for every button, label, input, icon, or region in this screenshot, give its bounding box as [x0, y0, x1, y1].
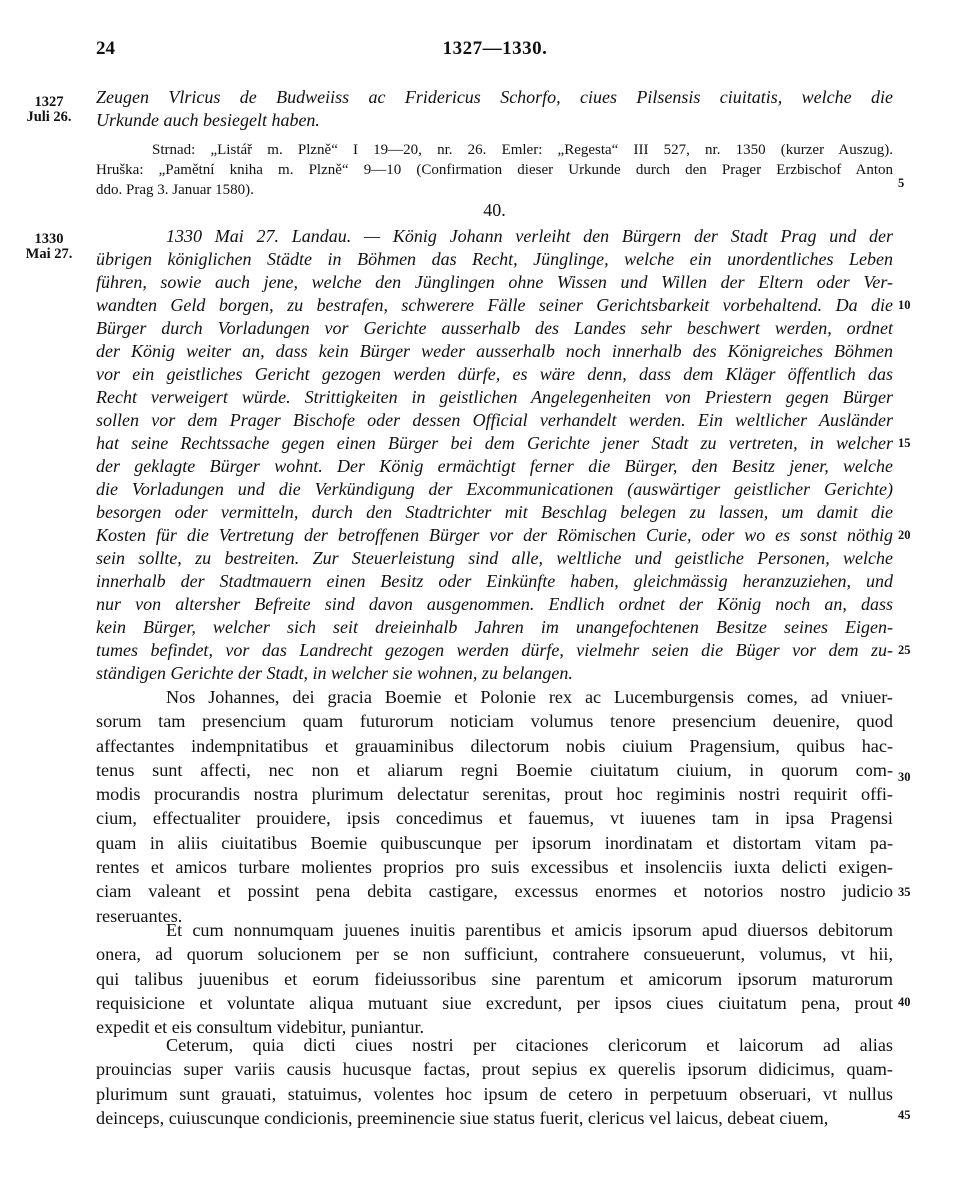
witnesses-paragraph: Zeugen Vlricus de Budweiiss ac Fridericus Schorfo, ciues Pilsensis ciuitatis, welche die Urkunde auch besiegelt haben. [96, 87, 893, 130]
text-line: qui talibus juuenibus et eorum fideiussoribus sine parentum et amicorum ipsorum maturorum [96, 968, 893, 989]
document-number: 40. [483, 200, 506, 220]
text-line: cium, effectualiter prouidere, ipsis concedimus et fauemus, vt iuuenes tam in ipsa Pragensi [96, 808, 893, 829]
text-line: hat seine Rechtssache gegen einen Bürger bei dem Gerichte jener Stadt zu vertreten, in welcher [96, 433, 893, 453]
page-header [96, 38, 894, 64]
text-line: tenus sunt affecti, nec non et aliarum regni Boemie ciuitatum ciuium, in quorum com- [96, 759, 893, 780]
text-line: Bürger durch Vorladungen vor Gerichte ausserhalb des Landes sehr beschwert werden, ordnet [96, 318, 893, 338]
text-line: plurimum sunt grauati, statuimus, volentes hoc ipsum de cetero in perpetuum obseruari, vt nullus [96, 1083, 893, 1104]
text-line: Ceterum, quia dicti ciues nostri per citaciones clericorum et laicorum ad alias [166, 1035, 893, 1055]
line-number: 35 [898, 885, 911, 899]
text-line: prouincias super variis causis hucusque factas, prout sepius ex querelis ipsorum didicimus, quam- [96, 1059, 893, 1080]
text-line: die Vorladungen und die Verkündigung der Excommunicationen (auswärtiger geistlicher Gerichte) [96, 479, 893, 499]
text-line: tumes befindet, vor das Landrecht gezogen werden dürfe, vielmehr seien die Büger vor dem zu- [96, 640, 893, 660]
text-line: Recht verweigert würde. Strittigkeiten in geistlichen Angelegenheiten von Priestern gegen Bürger [96, 387, 893, 407]
margin-date-1330: 1330 Mai 27. [25, 231, 73, 262]
text-line: vor ein geistliches Gericht gezogen werden dürfe, es wäre denn, dass dem Kläger öffentlich das [96, 364, 893, 384]
latin-paragraph-2 [96, 918, 893, 1039]
text-line: übrigen königlichen Städte in Böhmen das Recht, Jünglinge, welche ein unordentliches Leben [96, 249, 893, 269]
text-line: expedit et eis consultum videbitur, puniantur. [96, 1017, 425, 1038]
references-paragraph: Strnad: „Listář m. Plzně“ I 19—20, nr. 26. Emler: „Regesta“ III 527, nr. 1350 (kurzer Auszug). Hruška: „Pamětní kniha m. Plzně“ 9—10 (Confirmation dieser Urkunde durch den Prager Erzbischof Anton ddo. Prag 3. Januar 1580). [96, 142, 893, 198]
line-number: 5 [898, 176, 905, 190]
line-number: 20 [898, 528, 911, 542]
text-line: onera, ad quorum solucionem per se non sufficiunt, contrahere consueuerunt, volumus, vt hii, [96, 944, 893, 965]
text-line: wandten Geld borgen, zu bestrafen, schwerere Fälle seiner Gerichtsbarkeit vorbehaltend. Da die [96, 295, 893, 315]
line-number: 30 [898, 770, 911, 784]
text-line: innerhalb der Stadtmauern einen Besitz oder Einkünfte haben, gleichmässig heranzuziehen, und [96, 571, 893, 591]
text-line: Nos Johannes, dei gracia Boemie et Polonie rex ac Lucemburgensis comes, ad vniuer- [166, 687, 893, 707]
page-number: 24 [96, 38, 115, 59]
text-line: Kosten für die Vertretung der betroffenen Bürger vor der Römischen Curie, oder wo es sonst nöthig [96, 525, 893, 545]
header-years: 1327—1330. [442, 38, 548, 59]
line-number: 15 [898, 436, 911, 450]
text-line: rentes et amicos turbare molientes proprios pro suis excessibus et insolenciis iuxta delicti exigen- [96, 857, 893, 878]
text-line: requisicione et voluntate aliqua mutuant siue excredunt, per ipsos ciues ciuitatum pena, prout [96, 992, 893, 1013]
regest-summary [96, 225, 893, 685]
latin-paragraph-3 [96, 1033, 893, 1130]
text-line: nur von altersher Befreite sind davon ausgenommen. Endlich ordnet der König noch an, dass [96, 594, 893, 614]
text-line: kein Bürger, welcher sich seit dreieinhalb Jahren im unangefochtenen Besitze seines Eigen- [96, 617, 893, 637]
text-line: reseruantes. [96, 905, 183, 926]
margin-date-1327: 1327 Juli 26. [26, 94, 72, 125]
text-line: sollen vor dem Prager Bischofe oder dessen Official verhandelt werden. Ein weltlicher Ausländer [96, 410, 893, 430]
text-line: besorgen oder vermitteln, durch den Stadtrichter mit Beschlag belegen zu lassen, um damit die [96, 502, 893, 522]
text-line: der König weiter an, dass kein Bürger weder ausserhalb noch innerhalb des Königreiches Böhmen [96, 341, 893, 361]
text-line: führen, sowie auch jene, welche den Jünglingen ohne Wissen und Willen der Eltern oder Ver- [96, 272, 893, 292]
text-line: quam in aliis ciuitatibus Boemie quibuscunque per ipsorum inordinatam et distortam vitam pa- [96, 832, 893, 853]
text-line: ciam valeant et possint pena debita castigare, excessus enormes et notorios nostro judicio [96, 881, 893, 902]
text-line: Et cum nonnumquam juuenes inuitis parentibus et amicis ipsorum apud diuersos debitorum [166, 920, 893, 940]
line-number: 25 [898, 643, 911, 657]
text-line: 1330 Mai 27. Landau. — König Johann verleiht den Bürgern der Stadt Prag und der [166, 226, 893, 246]
text-line: modis procurandis nostra plurimum delectatur serenitas, prout hoc regiminis nostri requirit offi- [96, 784, 893, 805]
text-line: affectantes indempnitatibus et grauaminibus dilectorum nobis ciuium Pragensium, quibus hac- [96, 735, 893, 756]
line-number: 45 [898, 1108, 911, 1122]
latin-paragraph-1 [96, 685, 893, 928]
line-number: 10 [898, 298, 911, 312]
text-line: der geklagte Bürger wohnt. Der König ermächtigt ferner die Bürger, den Besitz jener, welche [96, 456, 893, 476]
text-line: sein sollte, zu bestreiten. Zur Steuerleistung sind alle, weltliche und geistliche Personen, welche [96, 548, 893, 568]
text-line: deinceps, cuiuscunque condicionis, preeminencie siue status fuerit, clericus vel laicus, debeat ciuem, [96, 1107, 829, 1128]
line-number: 40 [898, 995, 911, 1009]
text-line: ständigen Gerichte der Stadt, in welcher sie wohnen, zu belangen. [96, 663, 573, 683]
text-line: sorum tam presencium quam futurorum noticiam volumus tenore presencium deuenire, quod [96, 711, 893, 732]
